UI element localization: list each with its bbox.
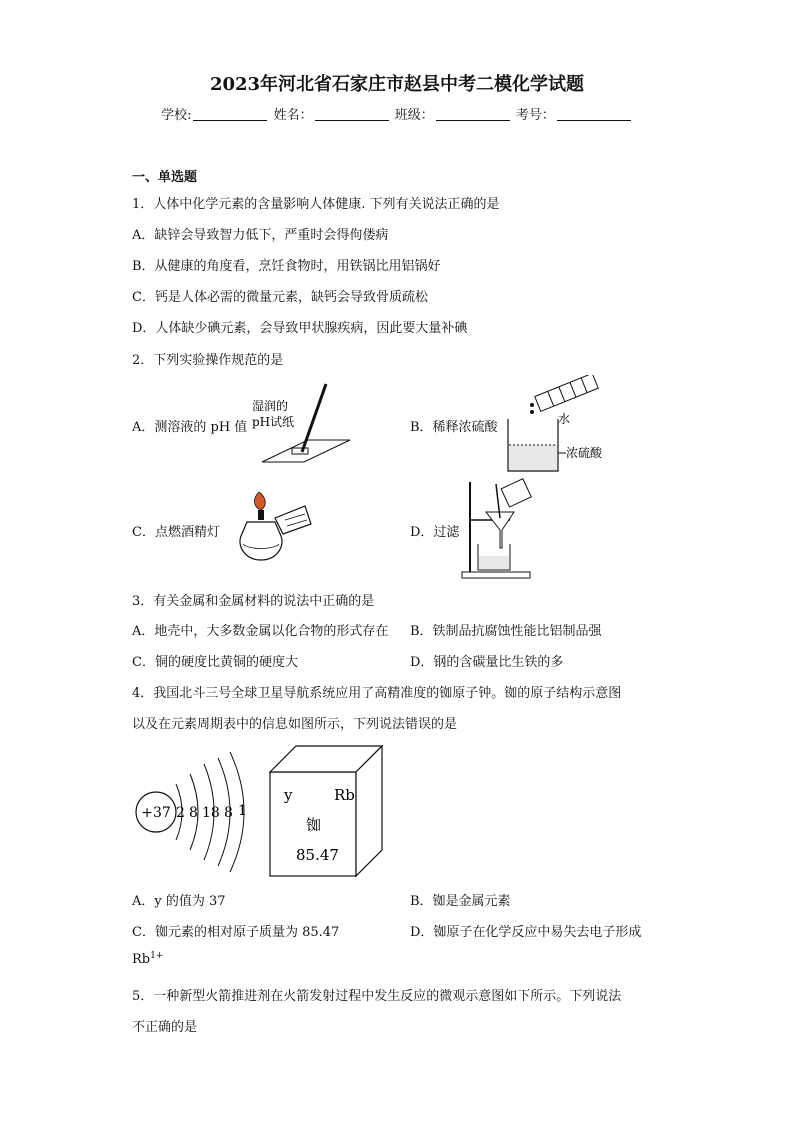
shell-count-5: 1 (238, 803, 247, 819)
section-title: 一、单选题 (132, 170, 198, 185)
q4-option-c: C．铷元素的相对原子质量为 85.47 (132, 925, 340, 940)
wick-holder (258, 510, 264, 520)
q1-option-b: B．从健康的角度看，烹饪食物时，用铁锅比用铝锅好 (132, 259, 441, 274)
exam-no-label: 考号： (515, 108, 555, 123)
water-drop (530, 410, 534, 414)
shell-count-2: 8 (189, 805, 198, 821)
rb-symbol: Rb (132, 952, 151, 967)
shell-count-4: 8 (224, 805, 233, 821)
water-label: 水 (558, 412, 571, 426)
ph-test-figure (250, 380, 360, 470)
q1-option-d: D．人体缺少碘元素，会导致甲状腺疾病，因此要大量补碘 (132, 321, 468, 336)
q3-option-d: D．钢的含碳量比生铁的多 (410, 655, 564, 670)
element-symbol: Rb (334, 786, 355, 804)
atom-structure-figure (130, 748, 250, 878)
exam-no-blank[interactable] (557, 106, 631, 121)
q4-option-d-continued (132, 951, 163, 967)
element-number: y (284, 786, 293, 804)
student-info-line (0, 104, 794, 123)
ph-label-top: 湿润的 (252, 399, 289, 413)
q3-option-a: A．地壳中，大多数金属以化合物的形式存在 (132, 624, 389, 639)
shell-count-1: 2 (176, 805, 185, 821)
q2-option-c: C．点燃酒精灯 (132, 525, 220, 540)
q1-option-c: C．钙是人体必需的微量元素，缺钙会导致骨质疏松 (132, 290, 428, 305)
q3-stem: 3．有关金属和金属材料的说法中正确的是 (132, 594, 375, 609)
q2-option-d: D．过滤 (410, 525, 460, 540)
stand-base (462, 572, 530, 578)
q4-option-d: D．铷原子在化学反应中易失去电子形成 (410, 925, 642, 940)
q4-stem-line1: 4．我国北斗三号全球卫星导航系统应用了高精准度的铷原子钟。铷的原子结构示意图 (132, 686, 622, 701)
q1-option-a: A．缺锌会导致智力低下，严重时会得佝偻病 (132, 228, 389, 243)
q3-option-b: B．铁制品抗腐蚀性能比铝制品强 (410, 624, 602, 639)
periodic-table-cell-figure (268, 744, 388, 878)
school-blank[interactable] (193, 106, 267, 121)
name-blank[interactable] (315, 106, 389, 121)
q2-option-a: A．测溶液的 pH 值 (132, 420, 248, 435)
q5-stem-line2: 不正确的是 (132, 1020, 198, 1035)
water-drop (530, 403, 534, 407)
shell-count-3: 18 (202, 805, 220, 821)
q2-option-b: B．稀释浓硫酸 (410, 420, 498, 435)
second-lamp-tilted (275, 506, 311, 534)
rb-charge: 1+ (150, 951, 164, 961)
school-label: 学校: (161, 108, 192, 123)
lamp-body (240, 522, 282, 560)
q4-stem-line2: 以及在元素周期表中的信息如图所示，下列说法错误的是 (132, 717, 458, 732)
class-blank[interactable] (436, 106, 510, 121)
alcohol-lamp-figure (225, 488, 315, 572)
pouring-beaker (501, 479, 531, 507)
acid-liquid (509, 445, 557, 470)
page-title: 2023年河北省石家庄市赵县中考二模化学试题 (209, 74, 585, 95)
nucleus-charge: +37 (141, 805, 171, 821)
q4-option-b: B．铷是金属元素 (410, 894, 511, 909)
element-name: 铷 (306, 816, 322, 834)
ph-label-bottom: pH试纸 (252, 415, 295, 429)
q4-option-a: A．y 的值为 37 (132, 894, 226, 909)
q2-stem: 2．下列实验操作规范的是 (132, 353, 284, 368)
name-label: 姓名： (273, 108, 313, 123)
element-mass: 85.47 (296, 846, 339, 864)
class-label: 班级： (394, 108, 434, 123)
graduated-cylinder (535, 375, 598, 411)
flame (255, 492, 266, 510)
acid-label: 浓硫酸 (566, 446, 603, 460)
q5-stem-line1: 5．一种新型火箭推进剂在火箭发射过程中发生反应的微观示意图如下所示。下列说法 (132, 989, 622, 1004)
q3-option-c: C．铜的硬度比黄铜的硬度大 (132, 655, 298, 670)
filtration-figure (458, 478, 548, 580)
filtrate (479, 556, 509, 569)
q1-stem: 1．人体中化学元素的含量影响人体健康. 下列有关说法正确的是 (132, 197, 500, 212)
dilute-acid-figure (500, 375, 620, 475)
